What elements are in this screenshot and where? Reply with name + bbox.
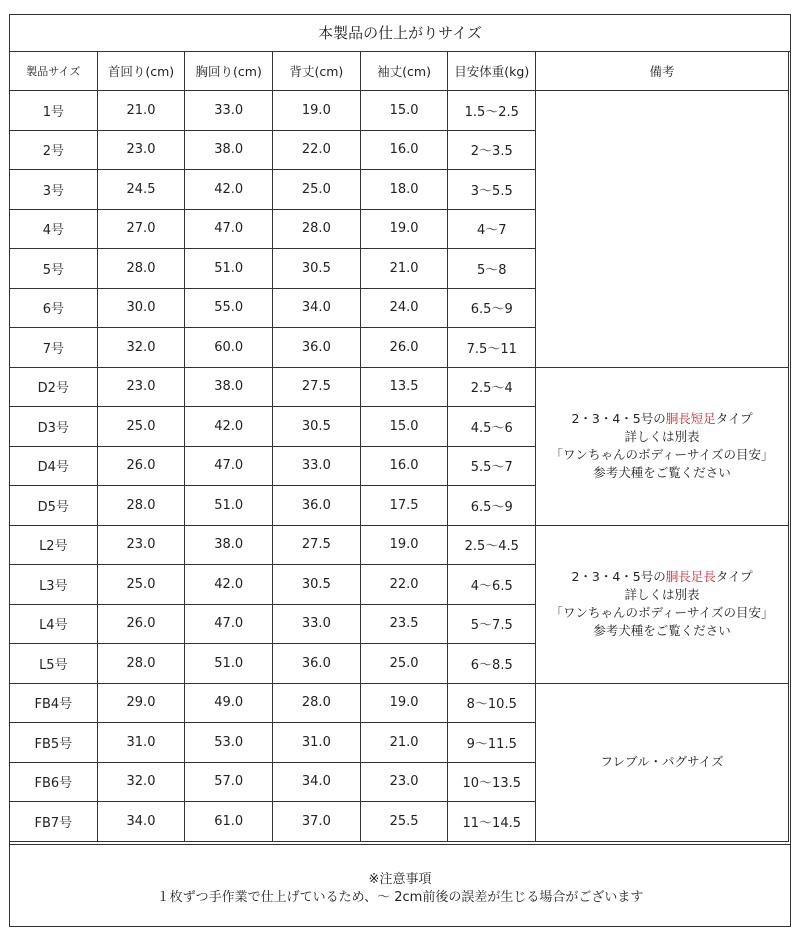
cell-sleeve: 16.0 (360, 446, 448, 486)
cell-weight: 6.5〜9 (448, 288, 536, 328)
cell-back-length: 27.5 (273, 525, 361, 565)
cell-chest: 61.0 (185, 802, 273, 842)
cell-sleeve: 19.0 (360, 683, 448, 723)
cell-back-length: 36.0 (273, 486, 361, 526)
table-row (10, 367, 789, 407)
cell-back-length: 37.0 (273, 802, 361, 842)
header-back-length: 背丈(cm) (273, 52, 361, 91)
cell-size: D2号 (10, 367, 98, 407)
cell-size: L2号 (10, 525, 98, 565)
size-chart (9, 14, 791, 927)
cell-chest: 42.0 (185, 407, 273, 447)
cell-neck: 23.0 (97, 367, 185, 407)
cell-back-length: 19.0 (273, 91, 361, 131)
cell-neck: 23.0 (97, 130, 185, 170)
cell-neck: 24.5 (97, 170, 185, 210)
remarks-l-line1 (536, 568, 788, 586)
cell-back-length: 28.0 (273, 683, 361, 723)
header-weight: 目安体重(kg) (448, 52, 536, 91)
cell-size: L4号 (10, 604, 98, 644)
remarks-d-line2: 詳しくは別表 (624, 429, 700, 444)
notes-section (10, 844, 790, 926)
cell-back-length: 22.0 (273, 130, 361, 170)
cell-neck: 29.0 (97, 683, 185, 723)
cell-weight: 8〜10.5 (448, 683, 536, 723)
cell-sleeve: 26.0 (360, 328, 448, 368)
cell-neck: 27.0 (97, 209, 185, 249)
cell-chest: 51.0 (185, 249, 273, 289)
cell-size: L5号 (10, 644, 98, 684)
cell-sleeve: 19.0 (360, 209, 448, 249)
cell-sleeve: 15.0 (360, 407, 448, 447)
header-row (10, 52, 789, 91)
remarks-d-pre: 2・3・4・5号の (571, 411, 666, 426)
cell-weight: 2.5〜4.5 (448, 525, 536, 565)
cell-chest: 60.0 (185, 328, 273, 368)
cell-sleeve: 21.0 (360, 249, 448, 289)
cell-sleeve: 21.0 (360, 723, 448, 763)
cell-weight: 4〜6.5 (448, 565, 536, 605)
cell-neck: 30.0 (97, 288, 185, 328)
cell-back-length: 30.5 (273, 565, 361, 605)
cell-size: D5号 (10, 486, 98, 526)
remarks-l-post: タイプ (715, 569, 753, 584)
cell-back-length: 31.0 (273, 723, 361, 763)
remarks-l-line4: 参考犬種をご覧ください (593, 623, 731, 638)
size-table (9, 51, 789, 842)
cell-neck: 34.0 (97, 802, 185, 842)
cell-sleeve: 13.5 (360, 367, 448, 407)
cell-size: D3号 (10, 407, 98, 447)
remarks-d-line4: 参考犬種をご覧ください (593, 465, 731, 480)
cell-back-length: 30.5 (273, 407, 361, 447)
cell-chest: 33.0 (185, 91, 273, 131)
cell-back-length: 28.0 (273, 209, 361, 249)
cell-sleeve: 24.0 (360, 288, 448, 328)
cell-back-length: 25.0 (273, 170, 361, 210)
cell-size: 5号 (10, 249, 98, 289)
cell-weight: 1.5〜2.5 (448, 91, 536, 131)
cell-sleeve: 18.0 (360, 170, 448, 210)
cell-weight: 7.5〜11 (448, 328, 536, 368)
cell-weight: 5.5〜7 (448, 446, 536, 486)
cell-weight: 2〜3.5 (448, 130, 536, 170)
cell-chest: 57.0 (185, 762, 273, 802)
cell-neck: 26.0 (97, 604, 185, 644)
table-row (10, 91, 789, 131)
remarks-l-line3: 「ワンちゃんのボディーサイズの目安」 (550, 605, 774, 620)
remarks-fb: フレブル・パグサイズ (536, 683, 789, 841)
table-row (10, 683, 789, 723)
cell-size: FB5号 (10, 723, 98, 763)
cell-back-length: 34.0 (273, 288, 361, 328)
cell-size: FB7号 (10, 802, 98, 842)
cell-neck: 28.0 (97, 249, 185, 289)
remarks-d-highlight: 胴長短足 (665, 411, 716, 426)
remarks-d-line3: 「ワンちゃんのボディーサイズの目安」 (550, 447, 774, 462)
cell-size: 4号 (10, 209, 98, 249)
cell-chest: 42.0 (185, 170, 273, 210)
remarks-d (536, 367, 789, 525)
cell-weight: 10〜13.5 (448, 762, 536, 802)
remarks-empty (536, 91, 789, 368)
cell-neck: 28.0 (97, 486, 185, 526)
cell-chest: 38.0 (185, 525, 273, 565)
cell-neck: 31.0 (97, 723, 185, 763)
cell-neck: 25.0 (97, 407, 185, 447)
cell-chest: 53.0 (185, 723, 273, 763)
cell-back-length: 34.0 (273, 762, 361, 802)
cell-weight: 5〜8 (448, 249, 536, 289)
cell-sleeve: 23.0 (360, 762, 448, 802)
cell-chest: 47.0 (185, 209, 273, 249)
cell-sleeve: 23.5 (360, 604, 448, 644)
cell-sleeve: 17.5 (360, 486, 448, 526)
remarks-l-line2: 詳しくは別表 (624, 587, 700, 602)
remarks-d-post: タイプ (715, 411, 753, 426)
cell-sleeve: 22.0 (360, 565, 448, 605)
remarks-l (536, 525, 789, 683)
cell-weight: 6.5〜9 (448, 486, 536, 526)
cell-back-length: 30.5 (273, 249, 361, 289)
cell-chest: 47.0 (185, 604, 273, 644)
cell-weight: 9〜11.5 (448, 723, 536, 763)
cell-weight: 11〜14.5 (448, 802, 536, 842)
table-row (10, 525, 789, 565)
cell-neck: 32.0 (97, 328, 185, 368)
header-size: 製品サイズ (10, 52, 98, 91)
cell-size: FB4号 (10, 683, 98, 723)
cell-weight: 5〜7.5 (448, 604, 536, 644)
cell-weight: 6〜8.5 (448, 644, 536, 684)
header-sleeve: 袖丈(cm) (360, 52, 448, 91)
cell-size: FB6号 (10, 762, 98, 802)
cell-weight: 2.5〜4 (448, 367, 536, 407)
cell-chest: 38.0 (185, 367, 273, 407)
cell-neck: 23.0 (97, 525, 185, 565)
cell-chest: 49.0 (185, 683, 273, 723)
remarks-l-highlight: 胴長足長 (665, 569, 716, 584)
cell-size: 6号 (10, 288, 98, 328)
chart-title: 本製品の仕上がりサイズ (10, 15, 790, 52)
cell-size: 1号 (10, 91, 98, 131)
cell-size: 2号 (10, 130, 98, 170)
header-neck: 首回り(cm) (97, 52, 185, 91)
cell-neck: 21.0 (97, 91, 185, 131)
notes-heading: ※注意事項 (368, 872, 432, 887)
header-remarks: 備考 (536, 52, 789, 91)
cell-chest: 38.0 (185, 130, 273, 170)
cell-sleeve: 19.0 (360, 525, 448, 565)
cell-sleeve: 25.5 (360, 802, 448, 842)
cell-chest: 51.0 (185, 644, 273, 684)
cell-sleeve: 16.0 (360, 130, 448, 170)
cell-weight: 4〜7 (448, 209, 536, 249)
cell-neck: 28.0 (97, 644, 185, 684)
cell-back-length: 33.0 (273, 604, 361, 644)
cell-weight: 3〜5.5 (448, 170, 536, 210)
cell-size: L3号 (10, 565, 98, 605)
remarks-d-line1 (536, 410, 788, 428)
cell-neck: 32.0 (97, 762, 185, 802)
cell-sleeve: 25.0 (360, 644, 448, 684)
cell-size: D4号 (10, 446, 98, 486)
cell-sleeve: 15.0 (360, 91, 448, 131)
cell-chest: 42.0 (185, 565, 273, 605)
cell-size: 7号 (10, 328, 98, 368)
cell-back-length: 36.0 (273, 644, 361, 684)
cell-back-length: 33.0 (273, 446, 361, 486)
cell-chest: 55.0 (185, 288, 273, 328)
cell-size: 3号 (10, 170, 98, 210)
cell-neck: 25.0 (97, 565, 185, 605)
notes-text: １枚ずつ手作業で仕上げているため、〜 2cm前後の誤差が生じる場合がございます (156, 890, 644, 905)
cell-back-length: 27.5 (273, 367, 361, 407)
cell-neck: 26.0 (97, 446, 185, 486)
cell-chest: 51.0 (185, 486, 273, 526)
cell-weight: 4.5〜6 (448, 407, 536, 447)
cell-back-length: 36.0 (273, 328, 361, 368)
cell-chest: 47.0 (185, 446, 273, 486)
header-chest: 胸回り(cm) (185, 52, 273, 91)
remarks-l-pre: 2・3・4・5号の (571, 569, 666, 584)
